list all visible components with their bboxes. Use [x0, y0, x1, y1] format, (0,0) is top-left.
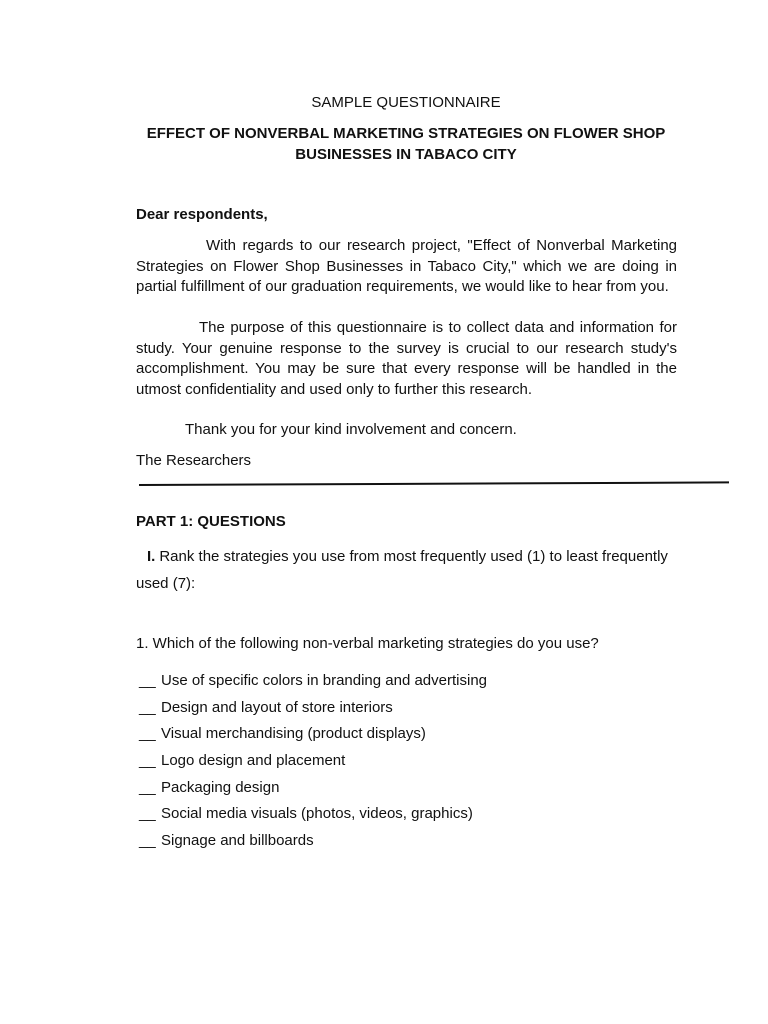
document-title: SAMPLE QUESTIONNAIRE — [311, 94, 501, 111]
strategy-option-label: Logo design and placement — [161, 752, 346, 770]
strategy-options-list — [139, 672, 487, 859]
strategy-option — [139, 725, 487, 752]
research-title-line-2: BUSINESSES IN TABACO CITY — [295, 146, 517, 163]
purpose-paragraph: The purpose of this questionnaire is to collect data and information for study. Your genuine response to the survey is crucial to our research study's accomplishment. You may be sure that every response will be handled in the utmost confidentiality and used only to further this research. — [136, 319, 677, 398]
strategy-option — [139, 779, 487, 806]
strategy-option-label: Use of specific colors in branding and advertising — [161, 672, 488, 689]
salutation: Dear respondents, — [136, 206, 268, 223]
rank-blank[interactable]: __ — [139, 698, 156, 716]
research-title-line-1: EFFECT OF NONVERBAL MARKETING STRATEGIES ON FLOWER SHOP — [146, 125, 666, 142]
intro-paragraph: With regards to our research project, "Effect of Nonverbal Marketing Strategies on Flower Shop Businesses in Tabaco City," which we are doing in partial fulfillment of our graduation requirements, we would like to hear from you. — [136, 237, 677, 295]
strategy-option — [139, 805, 487, 832]
strategy-option-label: Packaging design — [161, 778, 280, 796]
thank-you-line: Thank you for your kind involvement and concern. — [185, 421, 517, 438]
section-divider — [139, 481, 729, 485]
strategy-option-label: Signage and billboards — [161, 832, 314, 850]
instruction-numeral: I. — [147, 548, 156, 565]
strategy-option — [139, 672, 487, 699]
strategy-option — [139, 752, 487, 779]
rank-blank[interactable]: __ — [139, 752, 156, 770]
instruction-text: Rank the strategies you use from most frequently used (1) to least frequently used (7): — [136, 548, 668, 592]
rank-blank[interactable]: __ — [139, 778, 156, 796]
rank-blank[interactable]: __ — [139, 725, 156, 743]
rank-blank[interactable]: __ — [139, 672, 156, 689]
strategy-option-label: Social media visuals (photos, videos, graphics) — [161, 805, 473, 823]
signoff: The Researchers — [136, 452, 252, 469]
strategy-option-label: Design and layout of store interiors — [161, 698, 393, 716]
part-heading: PART 1: QUESTIONS — [136, 513, 286, 530]
strategy-option — [139, 832, 487, 859]
ranking-instruction — [136, 543, 681, 597]
rank-blank[interactable]: __ — [139, 805, 156, 823]
question-1: 1. Which of the following non-verbal marketing strategies do you use? — [136, 635, 599, 652]
strategy-option — [139, 699, 487, 726]
rank-blank[interactable]: __ — [139, 832, 156, 850]
strategy-option-label: Visual merchandising (product displays) — [161, 725, 426, 743]
research-title — [136, 123, 676, 165]
